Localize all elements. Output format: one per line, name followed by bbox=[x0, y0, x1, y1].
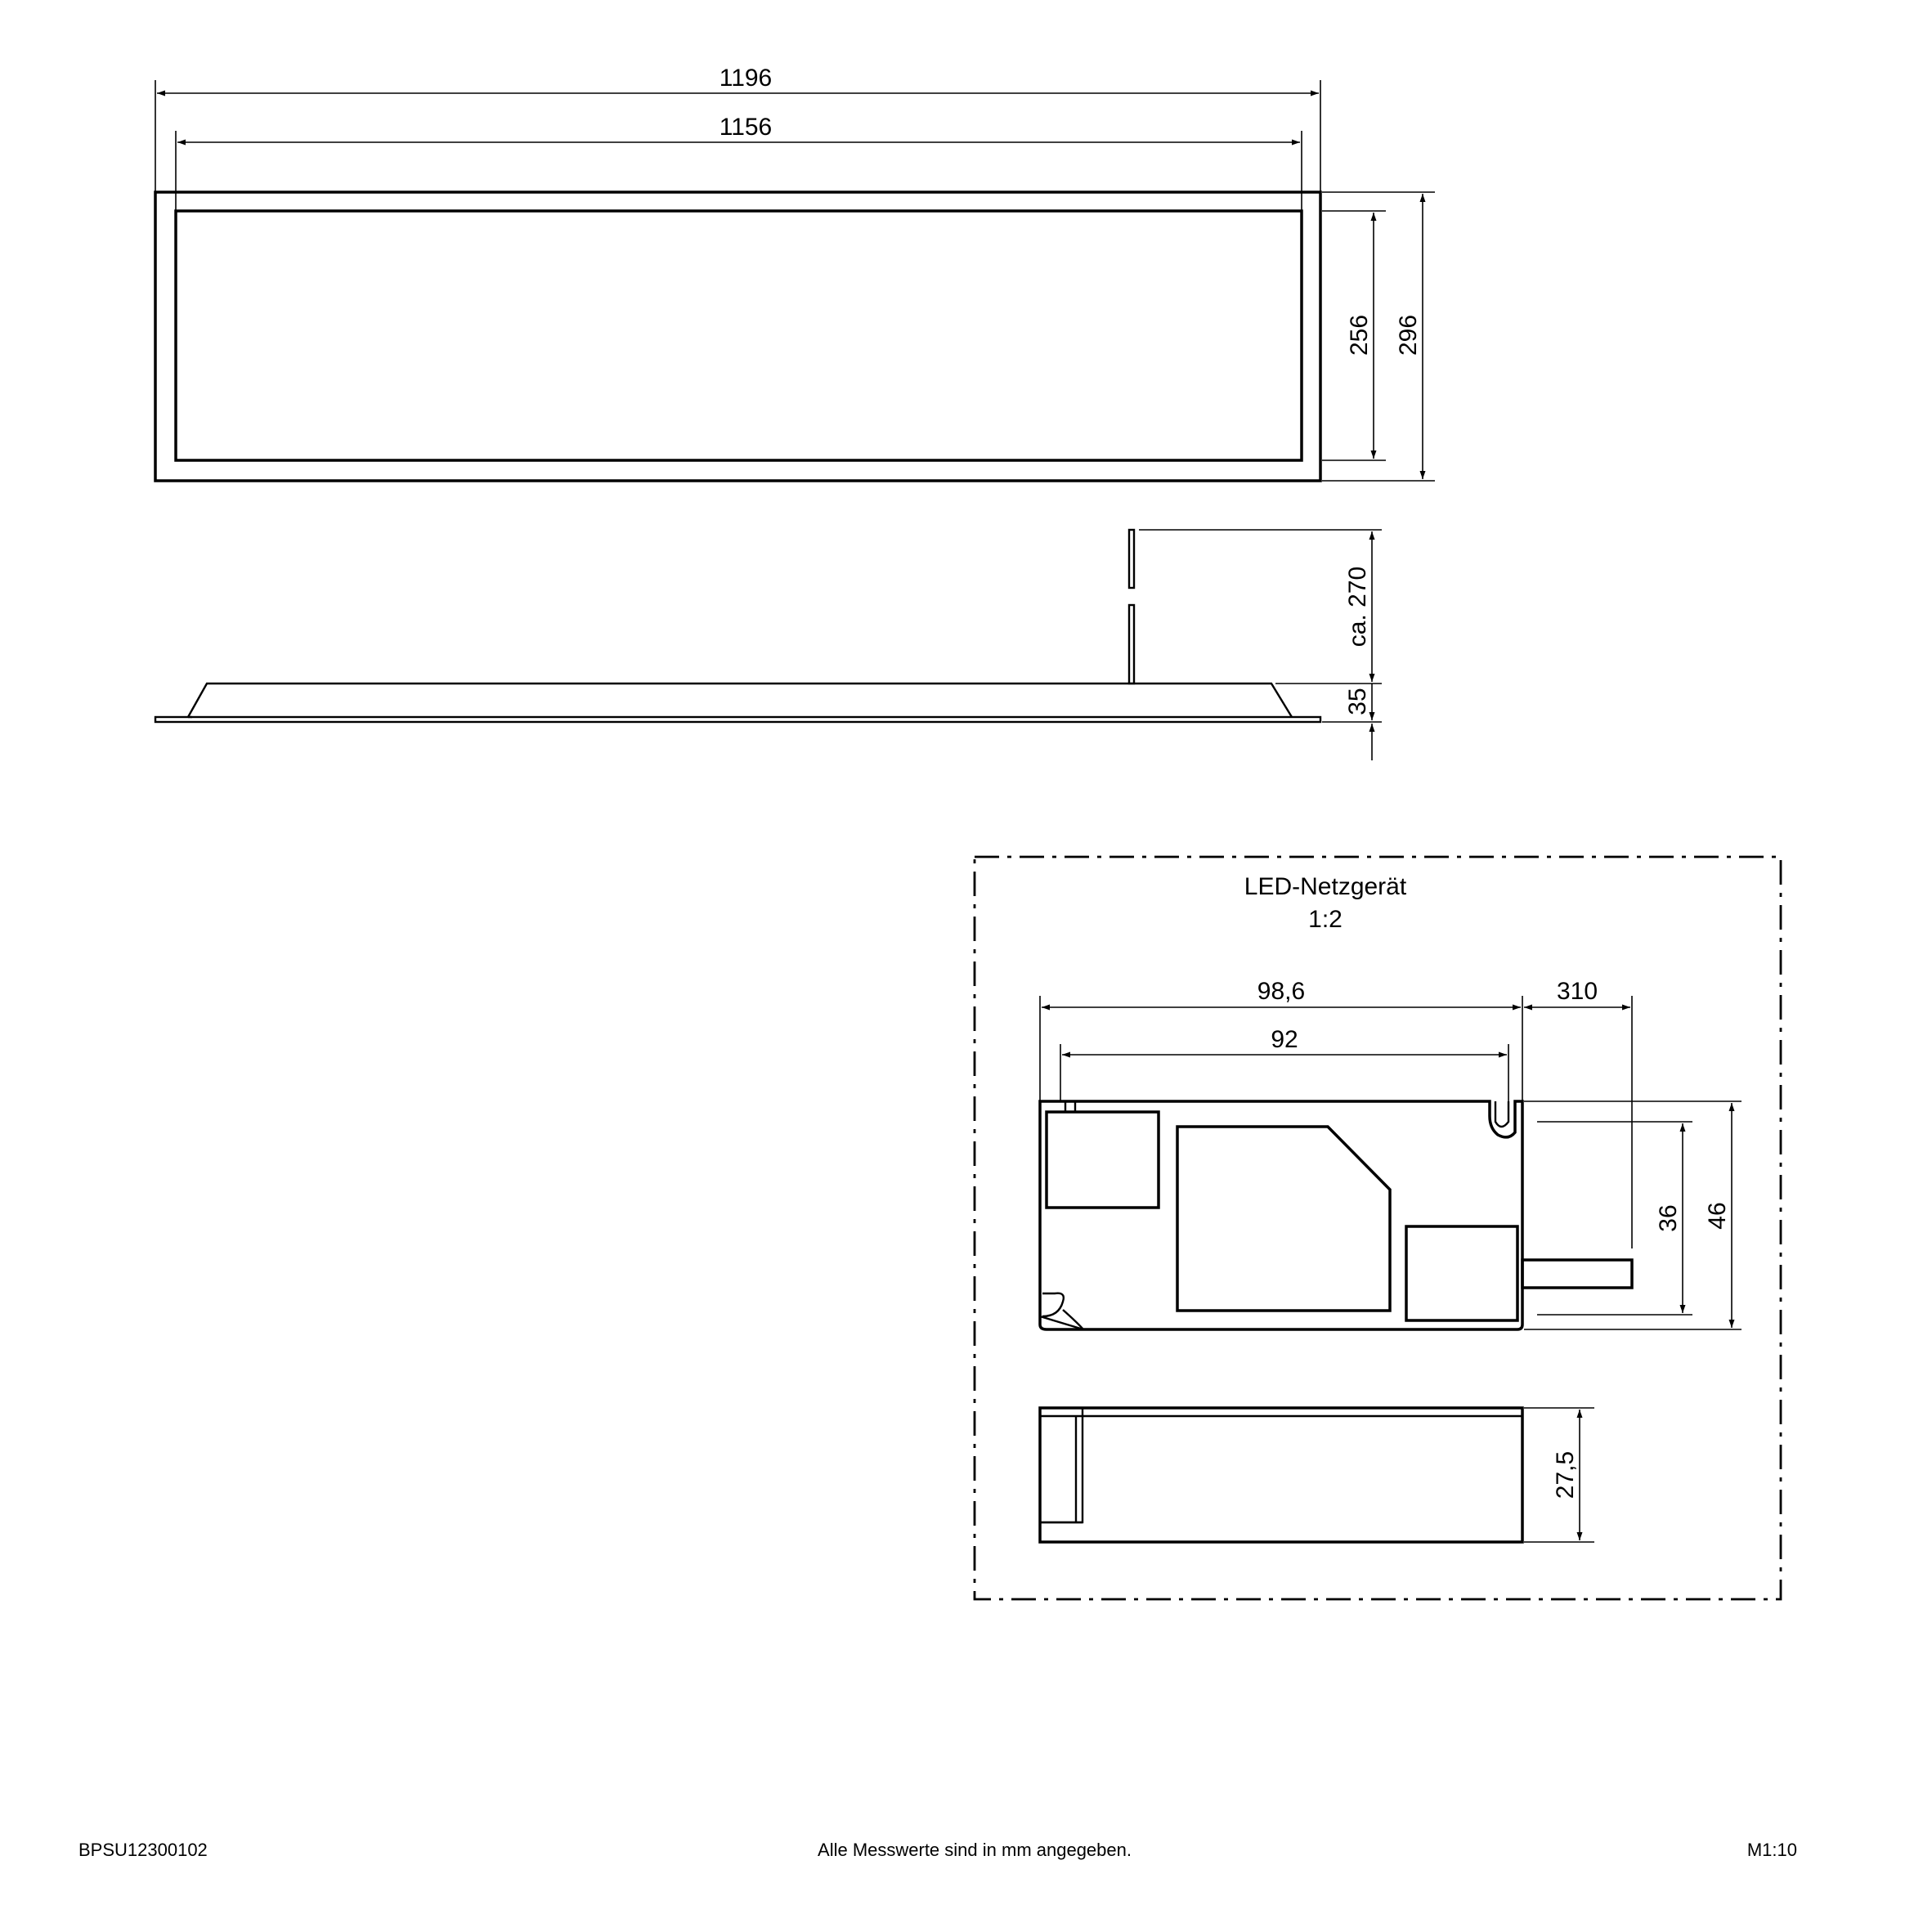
driver-label-area bbox=[1177, 1127, 1390, 1311]
driver-terminal-tab bbox=[1065, 1101, 1075, 1112]
cable-lower bbox=[1129, 605, 1134, 684]
driver-output-cable bbox=[1522, 1260, 1632, 1288]
driver-side-view bbox=[1040, 1408, 1594, 1542]
footer-scale: M1:10 bbox=[1746, 1840, 1797, 1860]
driver-housing bbox=[1040, 1101, 1522, 1329]
cable-upper bbox=[1129, 530, 1134, 588]
dim-driver-length-inner: 92 bbox=[1271, 1026, 1298, 1053]
driver-mount-slot-top bbox=[1495, 1101, 1508, 1127]
driver-output-terminal bbox=[1406, 1226, 1517, 1320]
panel-inner-frame bbox=[176, 211, 1302, 460]
panel-top-view bbox=[155, 65, 1435, 481]
dim-driver-height-inner: 36 bbox=[1655, 1204, 1682, 1232]
dim-cable-length: ca. 270 bbox=[1344, 566, 1371, 648]
driver-top-view bbox=[1040, 978, 1741, 1329]
dim-width-outer: 1196 bbox=[719, 65, 773, 92]
dim-depth: 35 bbox=[1344, 688, 1371, 715]
dim-width-inner: 1156 bbox=[719, 114, 773, 141]
driver-title: LED-Netzgerät bbox=[1244, 873, 1407, 900]
dim-driver-cable: 310 bbox=[1556, 978, 1598, 1005]
dim-driver-height-outer: 46 bbox=[1704, 1202, 1731, 1230]
footer-units-note: Alle Messwerte sind in mm angegeben. bbox=[818, 1840, 1132, 1860]
dim-driver-depth: 27,5 bbox=[1552, 1450, 1579, 1499]
panel-side-base bbox=[155, 717, 1320, 722]
driver-side-body bbox=[1040, 1408, 1522, 1542]
panel-side-body bbox=[188, 684, 1292, 717]
dim-height-inner: 256 bbox=[1346, 314, 1373, 356]
driver-input-terminal bbox=[1047, 1112, 1159, 1208]
panel-outer-frame bbox=[155, 192, 1320, 481]
dim-height-outer: 296 bbox=[1395, 314, 1422, 356]
driver-scale: 1:2 bbox=[1308, 906, 1343, 933]
dim-driver-length-outer: 98,6 bbox=[1257, 978, 1306, 1005]
footer-article-number: BPSU12300102 bbox=[78, 1840, 208, 1860]
driver-detail bbox=[975, 857, 1781, 1599]
footer bbox=[78, 1840, 1797, 1860]
panel-side-view bbox=[155, 530, 1382, 760]
